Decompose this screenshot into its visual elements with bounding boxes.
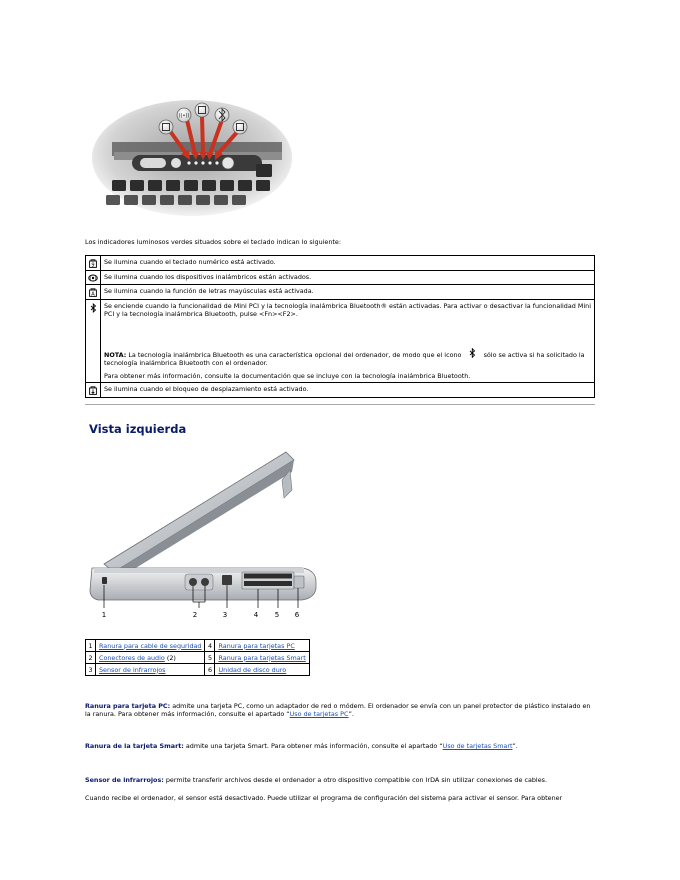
svg-text:A: A	[91, 291, 95, 297]
section-divider	[85, 404, 595, 405]
callout-1: 1	[101, 611, 107, 619]
section-title: Vista izquierda	[89, 422, 187, 436]
callout-6: 6	[294, 611, 300, 619]
table-row	[86, 383, 595, 398]
num-lock-icon	[86, 256, 101, 271]
smart-card-paragraph	[85, 742, 597, 750]
svg-text:9: 9	[91, 262, 95, 268]
part-number: 5	[205, 652, 215, 664]
infrared-text: permite transferir archivos desde el ordenador a otro dispositivo compatible con IrDA sin utilizar conexiones de cables.	[163, 776, 547, 784]
callout-2: 2	[192, 611, 198, 619]
link-using-smart-cards[interactable]: Uso de tarjetas Smart	[442, 742, 513, 750]
pc-card-label: Ranura para tarjeta PC:	[85, 702, 171, 710]
link-smart-card-slot[interactable]: Ranura para tarjetas Smart	[218, 653, 306, 662]
note-text-before: La tecnología inalámbrica Bluetooth es una característica opcional del ordenador, de modo que el icono	[128, 351, 462, 359]
extra-info: Para obtener más información, consulte la documentación que se incluye con la tecnología inalámbrica Bluetooth.	[104, 372, 471, 380]
link-infrared-sensor[interactable]: Sensor de infrarrojos	[99, 665, 166, 674]
callout-4: 4	[253, 611, 259, 619]
indicator-description: Se ilumina cuando el teclado numérico está activado.	[101, 256, 595, 271]
smart-card-label: Ranura de la tarjeta Smart:	[85, 742, 184, 750]
indicator-description: Se enciende cuando la funcionalidad de Mini PCI y la tecnología inalámbrica Bluetooth® están activadas. Para activar o desactivar la funcionalidad Mini PCI y la tecnología inalámbrica Bluetooth, pulse <Fn><F2>.	[104, 302, 591, 318]
svg-text:((•)): ((•))	[178, 113, 190, 119]
bluetooth-inline-icon	[467, 348, 479, 358]
keyboard-status-lights-illustration	[92, 98, 292, 216]
scroll-lock-icon	[86, 383, 101, 398]
pc-card-text: admite una tarjeta PC, como un adaptador de red o módem. El ordenador se envía con un panel protector de plástico instalado en la ranura. Para obtener más información, consulte el apartado “	[85, 702, 591, 719]
callout-5: 5	[274, 611, 280, 619]
indicator-description: Se ilumina cuando el bloqueo de desplazamiento está activado.	[101, 383, 595, 398]
callout-3: 3	[222, 611, 228, 619]
left-view-parts-table	[85, 639, 310, 676]
note	[104, 348, 591, 367]
table-row	[86, 271, 595, 285]
table-row	[86, 664, 310, 676]
note-label: NOTA:	[104, 351, 127, 359]
note-text-after: sólo se activa si ha solicitado la tecnología inalámbrica Bluetooth con el ordenador.	[104, 351, 585, 367]
part-number: 4	[205, 640, 215, 652]
table-row	[86, 300, 595, 383]
table-row	[86, 256, 595, 271]
bluetooth-icon	[86, 300, 101, 383]
link-using-pc-cards[interactable]: Uso de tarjetas PC	[289, 710, 349, 719]
link-hard-drive[interactable]: Unidad de disco duro	[218, 665, 287, 674]
part-number: 2	[86, 652, 96, 664]
bluetooth-cell	[101, 300, 595, 383]
table-row	[86, 652, 310, 664]
part-number: 6	[205, 664, 215, 676]
link-pc-card-slot[interactable]: Ranura para tarjetas PC	[218, 641, 295, 650]
table-row	[86, 640, 310, 652]
intro-text: Los indicadores luminosos verdes situados sobre el teclado indican lo siguiente:	[85, 238, 341, 246]
pc-card-paragraph	[85, 702, 597, 719]
part-number: 1	[86, 640, 96, 652]
smart-card-end: ”.	[512, 742, 518, 750]
indicator-description: Se ilumina cuando los dispositivos inalámbricos están activados.	[101, 271, 595, 285]
caps-lock-icon	[86, 285, 101, 300]
link-security-cable-slot[interactable]: Ranura para cable de seguridad	[99, 641, 202, 650]
infrared-paragraph	[85, 776, 597, 784]
indicator-lights-table	[85, 255, 595, 398]
sensor-paragraph: Cuando recibe el ordenador, el sensor está desactivado. Puede utilizar el programa de configuración del sistema para activar el sensor. Para obtener	[85, 794, 563, 802]
wireless-icon	[86, 271, 101, 285]
pc-card-end: ”.	[348, 710, 354, 719]
smart-card-text: admite una tarjeta Smart. Para obtener más información, consulte el apartado “	[183, 742, 443, 750]
link-audio-connectors[interactable]: Conectores de audio	[99, 653, 165, 662]
part-suffix: (2)	[164, 653, 176, 662]
infrared-label: Sensor de infrarrojos:	[85, 776, 164, 784]
part-number: 3	[86, 664, 96, 676]
laptop-left-view-illustration	[86, 450, 326, 625]
table-row	[86, 285, 595, 300]
indicator-description: Se ilumina cuando la función de letras mayúsculas está activada.	[101, 285, 595, 300]
